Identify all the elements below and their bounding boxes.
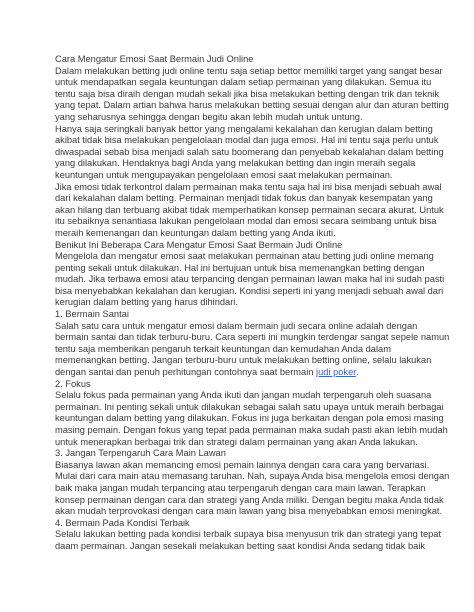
paragraph-line: keuntungan dalam betting yang dilakukan. Fokus ini juga berkaitan dengan pola emosi masing — [55, 413, 444, 424]
paragraph-line: kerugian dalam betting yang harus dihindari. — [55, 297, 238, 308]
paragraph-line: tentu saja bisa diraih dengan mudah sekali jika bisa melakukan betting dengan trik dan teknik — [55, 88, 439, 99]
paragraph-line: Salah satu cara untuk mengatur emosi dalam bermain judi secara online adalah dengan — [55, 320, 418, 331]
paragraph-line: tentu saja memberikan pengaruh terkait keuntungan dan kemudahan Anda dalam — [55, 343, 391, 354]
paragraph-line: akan mudah terprovokasi dengan cara main lawan yang bisa menyebabkan emosi meningkat. — [55, 506, 443, 517]
section-heading: 3. Jangan Terpengaruh Cara Main Lawan — [55, 448, 226, 459]
paragraph-line: Biasanya lawan akan memancing emosi pemain lainnya dengan cara cara yang bervariasi. — [55, 459, 430, 470]
paragraph-line: yang seharusnya sehingga dengan begitu akan lebih mudah untuk untung. — [55, 111, 363, 122]
document-title: Cara Mengatur Emosi Saat Bermain Judi Online — [55, 54, 254, 64]
paragraph-line: memenangkan betting. Jangan terburu-buru untuk melakukan betting online, selalu lakukan — [55, 355, 432, 366]
paragraph-line: Dalam melakukan betting judi online tentu saja setiap bettor memiliki target yang sangat besar — [55, 65, 443, 76]
section-heading: 1. Bermain Santai — [55, 309, 129, 320]
paragraph-line: Selalu lakukan betting pada kondisi terbaik supaya bisa menyusun trik dan strategi yang tepat — [55, 529, 442, 540]
paragraph-line: Hanya saja seringkali banyak bettor yang mengalami kekalahan dan kerugian dalam betting — [55, 123, 433, 134]
paragraph-line: akan hilang dan terbuang akibat tidak memperhatikan konsep permainan secara akurat. Untuk — [55, 204, 444, 215]
paragraph-line: bermain santai dan tidak terburu-buru. Cara seperti ini mungkin terdengar sangat sepele namun — [55, 332, 450, 343]
paragraph-line: Selalu fokus pada permainan yang Anda ikuti dan jangan mudah terpengaruh oleh suasana — [55, 390, 432, 401]
paragraph-line: yang tepat. Dalam artian bahwa harus melakukan betting sesuai dengan alur dan aturan betting — [55, 100, 449, 111]
paragraph-line: itu sebaiknya senantiasa lakukan pengelolaan modal dan emosi secara seimbang untuk bisa — [55, 216, 437, 227]
paragraph-line: dari kekalahan dalam betting. Permainan menjadi tidak fokus dan banyak kesempatan yang — [55, 193, 433, 204]
paragraph-line: akibat tidak bisa melakukan pengelolaan modal dan juga emosi. Hal ini tentu saja perlu untuk — [55, 135, 439, 146]
paragraph-line: untuk mendapatkan segala keuntungan dalam setiap permainan yang dilakukan. Semua itu — [55, 77, 432, 88]
paragraph-line: yang dilakukan. Hendaknya bagi Anda yang melakukan betting dan ingin meraih segala — [55, 158, 416, 169]
paragraph-line: daam permainan. Jangan sesekali melakukan betting saat kondisi Anda sedang tidak baik — [55, 540, 426, 551]
section-heading: Benikut Ini Beberapa Cara Mengatur Emosi Saat Bermain Judi Online — [55, 239, 343, 250]
paragraph-line: mudah. Jika terbawa emosi atau terpancing dengan permainan lawan maka hal ini sudah pasti — [55, 274, 445, 285]
paragraph-line — [55, 367, 422, 379]
section-heading: 2. Fokus — [55, 378, 91, 389]
paragraph-text: . — [355, 367, 359, 378]
section-heading: 4. Bermain Pada Kondisi Terbaik — [55, 517, 190, 528]
paragraph-line: Jika emosi tidak terkontrol dalam permainan maka tentu saja hal ini bisa menjadi sebuah awal — [55, 181, 442, 192]
paragraph-line: Mulai dari cara main atau memasang taruhan. Nah, supaya Anda bisa mengelola emosi dengan — [55, 471, 450, 482]
paragraph-line: Mengelola dan mengatur emosi saat melakukan permainan atau betting judi online memang — [55, 251, 434, 262]
paragraph-line: konsep permainan dengan cara dan strategi yang Anda miliki. Dengan begitu maka Anda tidak — [55, 494, 444, 505]
paragraph-line: masing pemain. Dengan fokus yang tepat pada permainan maka sudah pasti akan lebih mudah — [55, 425, 448, 435]
paragraph-line: penting sekali untuk dilakukan. Hal ini bertujuan untuk bisa memenangkan betting dengan — [55, 262, 425, 273]
paragraph-text: dengan santai dan penuh perhitungan contohnya saat bermain — [55, 367, 317, 378]
paragraph-line: keuntungan untuk mengupayakan pengelolaan emosi saat melakukan permainan. — [55, 169, 393, 180]
paragraph-line: baik maka jangan mudah terpancing atau terpengaruh dengan cara main lawan. Terapkan — [55, 482, 426, 493]
judi-poker-link[interactable]: judi poker — [316, 367, 356, 378]
paragraph-line: diwaspadai sebab bisa menjadi salah satu boomerang dan penyebab kekalahan dalam betting — [55, 146, 444, 157]
paragraph-line: bisa menyebabkan kekalahan dan kerugian. Kondisi seperti ini yang menjadi sebuah awal dari — [55, 285, 444, 296]
paragraph-line: untuk menerapkan berbagai trik dan strategi dalam permainan yang akan Anda lakukan. — [55, 436, 418, 447]
paragraph-line: meraih kemenangan dan keuntungan dalam betting yang Anda ikuti. — [55, 227, 336, 238]
paragraph-line: permainan. Ini penting sekali untuk dilakukan sebagai salah satu upaya untuk meraih berbagai — [55, 401, 444, 412]
